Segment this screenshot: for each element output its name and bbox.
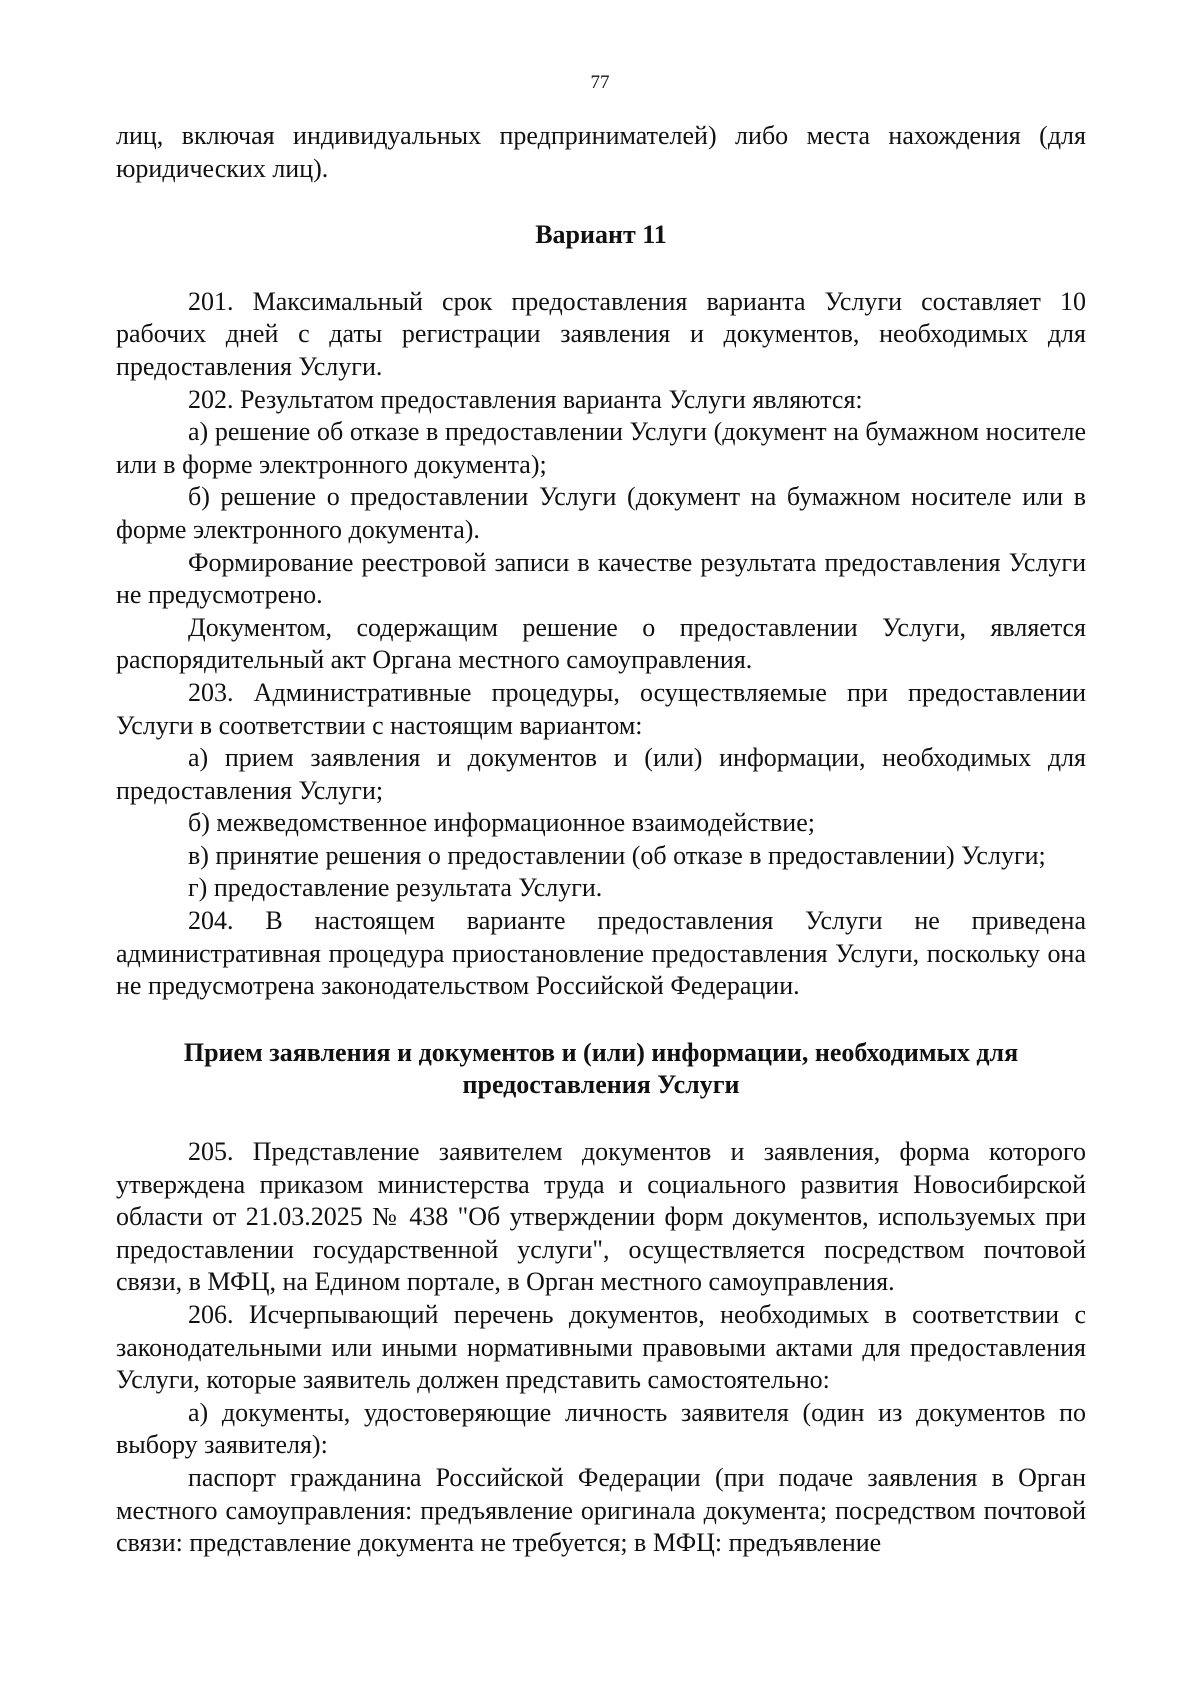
paragraph-202: 202. Результатом предоставления варианта Услуги являются:	[188, 384, 863, 414]
paragraph-passport: паспорт гражданина Российской Федерации (при подаче заявления в Орган местного самоуправления: предъявление оригинала документа; посредством почтовой связи: представление документа не требуется; в МФЦ: предъявление	[116, 1462, 1086, 1558]
paragraph-decision-document: Документом, содержащим решение о предоставлении Услуги, является распорядительный акт Органа местного самоуправления.	[116, 612, 1086, 675]
paragraph-204: 204. В настоящем варианте предоставления Услуги не приведена административная процедура приостановление предоставления Услуги, поскольку она не предусмотрена законодательством Российской Федерации.	[116, 906, 1086, 1001]
list-item-203d: г) предоставление результата Услуги.	[188, 873, 603, 903]
paragraph-registry-record: Формирование реестровой записи в качестве результата предоставления Услуги не предусмотрено.	[116, 547, 1086, 610]
list-item-203c: в) принятие решения о предоставлении (об отказе в предоставлении) Услуги;	[188, 840, 1046, 870]
paragraph-206: 206. Исчерпывающий перечень документов, необходимых в соответствии с законодательными или иными нормативными правовыми актами для предоставления Услуги, которые заявитель должен представить самостоятельно:	[116, 1300, 1086, 1395]
paragraph-203: 203. Административные процедуры, осуществляемые при предоставлении Услуги в соответствии с настоящим вариантом:	[116, 677, 1086, 740]
paragraph-continuation: лиц, включая индивидуальных предпринимателей) либо места нахождения (для юридических лиц).	[116, 121, 1086, 183]
list-item-206a: а) документы, удостоверяющие личность заявителя (один из документов по выбору заявителя):	[116, 1397, 1086, 1460]
paragraph-201: 201. Максимальный срок предоставления варианта Услуги составляет 10 рабочих дней с даты регистрации заявления и документов, необходимых для предоставления Услуги.	[116, 286, 1086, 381]
document-body	[116, 120, 1086, 1560]
list-item-203a: а) прием заявления и документов и (или) информации, необходимых для предоставления Услуги;	[116, 743, 1086, 805]
paragraph-205: 205. Представление заявителем документов и заявления, форма которого утверждена приказом министерства труда и социального развития Новосибирской области от 21.03.2025 № 438 "Об утверждении форм документов, используемых при предоставлении государственной услуги", осуществляется посредством почтовой связи, в МФЦ, на Едином портале, в Орган местного самоуправления.	[116, 1137, 1086, 1297]
section-heading-reception-line1: Прием заявления и документов и (или) информации, необходимых для	[183, 1037, 1019, 1067]
section-heading-reception-line2: предоставления Услуги	[462, 1070, 740, 1100]
page-number: 77	[590, 72, 610, 93]
list-item-202b: б) решение о предоставлении Услуги (документ на бумажном носителе или в форме электронного документа).	[116, 482, 1086, 544]
list-item-203b: б) межведомственное информационное взаимодействие;	[188, 808, 815, 838]
section-heading-reception	[116, 1037, 1086, 1102]
section-heading-variant: Вариант 11	[535, 220, 667, 250]
list-item-202a: а) решение об отказе в предоставлении Услуги (документ на бумажном носителе или в форме электронного документа);	[116, 417, 1086, 479]
